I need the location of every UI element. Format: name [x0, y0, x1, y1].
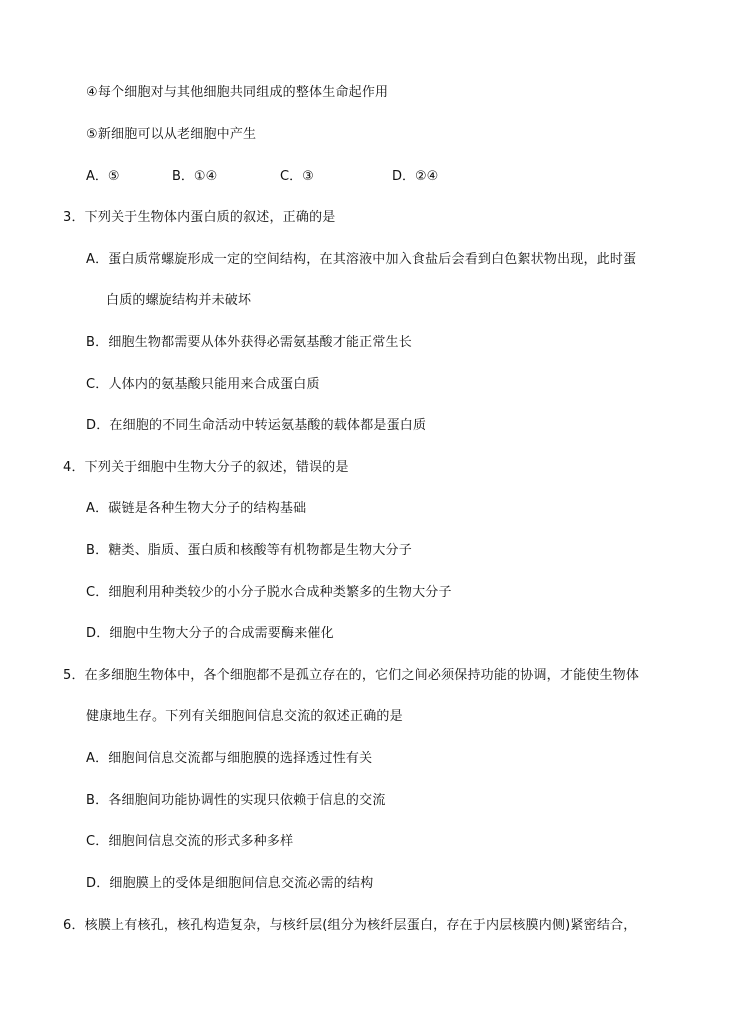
question-4-option-c: C．细胞利用种类较少的小分子脱水合成种类繁多的生物大分子: [86, 585, 452, 600]
question-3-option-a-cont: 白质的螺旋结构并未破坏: [106, 293, 252, 308]
statement-4: ④每个细胞对与其他细胞共同组成的整体生命起作用: [86, 85, 389, 100]
question-6-stem: 6．核膜上有核孔，核孔构造复杂，与核纤层(组分为核纤层蛋白，存在于内层核膜内侧)紧密结合，: [63, 918, 637, 933]
question-5-stem-cont: 健康地生存。下列有关细胞间信息交流的叙述正确的是: [86, 709, 403, 724]
option-a: A．⑤: [86, 169, 120, 184]
option-b: B．①④: [172, 169, 218, 184]
question-4-option-b: B．糖类、脂质、蛋白质和核酸等有机物都是生物大分子: [86, 543, 412, 558]
prev-question-options: [86, 168, 506, 186]
question-5-option-d: D．细胞膜上的受体是细胞间信息交流必需的结构: [86, 876, 374, 891]
question-5-stem: 5．在多细胞生物体中，各个细胞都不是孤立存在的，它们之间必须保持功能的协调，才能使生物体: [63, 668, 640, 683]
question-4-stem: 4．下列关于细胞中生物大分子的叙述，错误的是: [63, 460, 349, 475]
option-d: D．②④: [392, 169, 439, 184]
question-4-option-a: A．碳链是各种生物大分子的结构基础: [86, 501, 307, 516]
question-3-option-d: D．在细胞的不同生命活动中转运氨基酸的载体都是蛋白质: [86, 418, 427, 433]
question-3-option-b: B．细胞生物都需要从体外获得必需氨基酸才能正常生长: [86, 335, 412, 350]
question-5-option-b: B．各细胞间功能协调性的实现只依赖于信息的交流: [86, 793, 386, 808]
question-5-option-a: A．细胞间信息交流都与细胞膜的选择透过性有关: [86, 751, 373, 766]
option-c: C．③: [280, 169, 314, 184]
question-3-option-c: C．人体内的氨基酸只能用来合成蛋白质: [86, 377, 320, 392]
question-3-option-a: A．蛋白质常螺旋形成一定的空间结构，在其溶液中加入食盐后会看到白色絮状物出现，此时蛋: [86, 252, 637, 267]
statement-5: ⑤新细胞可以从老细胞中产生: [86, 127, 257, 142]
question-3-stem: 3．下列关于生物体内蛋白质的叙述，正确的是: [63, 210, 336, 225]
question-5-option-c: C．细胞间信息交流的形式多种多样: [86, 834, 294, 849]
question-4-option-d: D．细胞中生物大分子的合成需要酶来催化: [86, 626, 334, 641]
